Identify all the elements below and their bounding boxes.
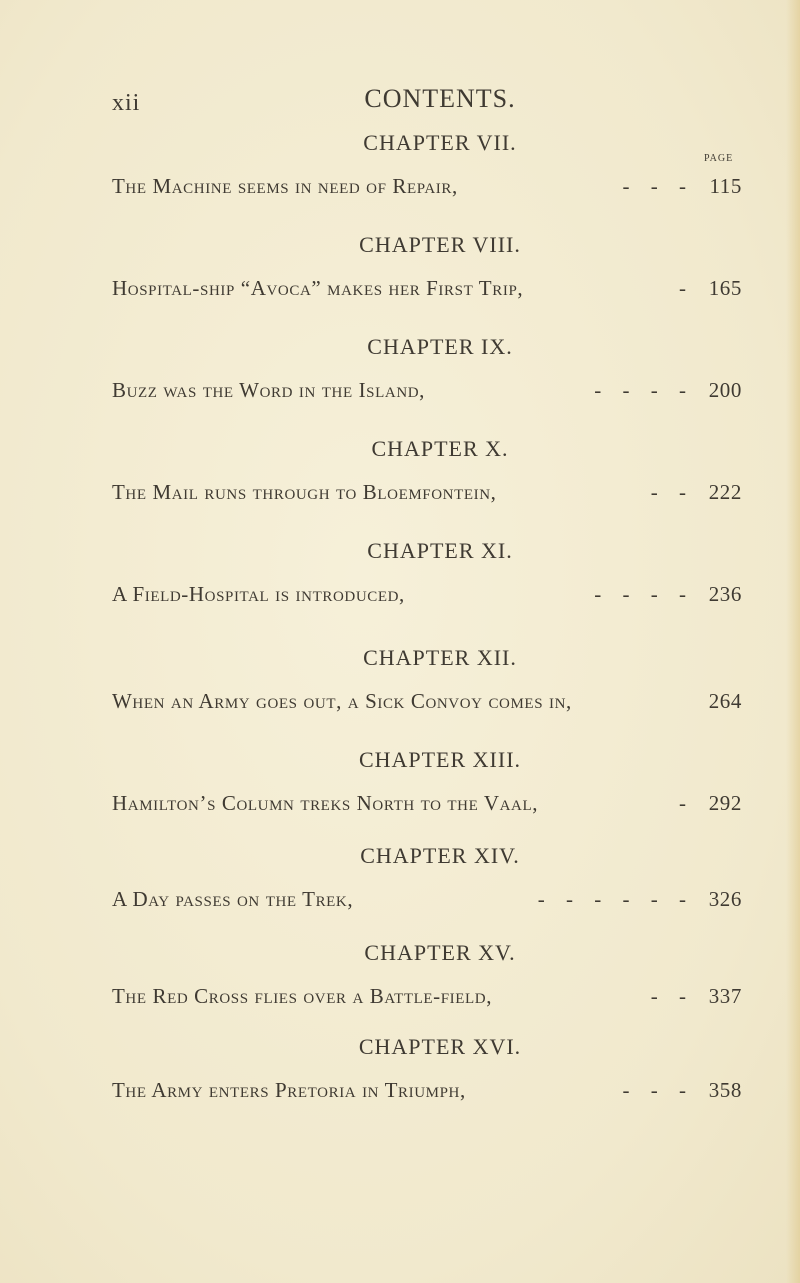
chapter-page-number: 292 xyxy=(708,791,742,815)
chapter-heading: CHAPTER X. xyxy=(371,436,509,461)
chapter-title: The Machine seems in need of Repair, xyxy=(112,174,458,198)
chapter-page-number: 222 xyxy=(708,480,742,504)
chapter-page-number: 165 xyxy=(708,276,742,300)
chapter-heading: CHAPTER VIII. xyxy=(359,232,521,257)
chapter-page-number: 264 xyxy=(708,689,742,713)
dot-leader: - xyxy=(679,276,694,300)
chapter-heading: CHAPTER IX. xyxy=(367,334,513,359)
chapter-heading: CHAPTER XII. xyxy=(363,645,517,670)
chapter-page-number: 326 xyxy=(708,887,742,911)
page-edge-shading xyxy=(786,0,800,1283)
dot-leader: - - - xyxy=(622,174,694,198)
chapter-title: Hamilton’s Column treks North to the Vaal, xyxy=(112,791,539,815)
page-number: xii xyxy=(112,90,141,116)
dot-leader: - - - xyxy=(622,1078,694,1102)
running-head: CONTENTS. xyxy=(364,84,516,113)
dot-leader: - - xyxy=(650,984,694,1008)
chapter-title: Buzz was the Word in the Island, xyxy=(112,378,426,402)
chapter-heading: CHAPTER XIII. xyxy=(358,747,522,772)
chapter-title: When an Army goes out, a Sick Convoy comes in, xyxy=(112,689,572,713)
chapter-heading: CHAPTER XI. xyxy=(367,538,513,563)
chapter-page-number: 115 xyxy=(709,174,742,198)
chapter-page-number: 337 xyxy=(708,984,742,1008)
dot-leader: - - xyxy=(650,480,694,504)
chapter-title: Hospital-ship “Avoca” makes her First Trip, xyxy=(112,276,524,300)
chapter-title: A Day passes on the Trek, xyxy=(112,887,354,911)
chapter-title: The Mail runs through to Bloemfontein, xyxy=(112,480,497,504)
dot-leader: - - - - xyxy=(594,582,694,606)
chapter-page-number: 200 xyxy=(708,378,742,402)
chapter-page-number: 358 xyxy=(708,1078,742,1102)
chapter-title: The Army enters Pretoria in Triumph, xyxy=(112,1078,466,1102)
page-header xyxy=(0,80,800,120)
dot-leader: - xyxy=(679,791,694,815)
dot-leader: - - - - xyxy=(594,378,694,402)
chapter-page-number: 236 xyxy=(708,582,742,606)
chapter-heading: CHAPTER VII. xyxy=(363,130,517,155)
chapter-heading: CHAPTER XV. xyxy=(364,940,516,965)
page-column-label: PAGE xyxy=(704,153,734,164)
chapter-title: A Field-Hospital is introduced, xyxy=(112,582,405,606)
chapter-title: The Red Cross flies over a Battle-field, xyxy=(112,984,493,1008)
chapter-heading: CHAPTER XVI. xyxy=(358,1034,522,1059)
chapter-heading: CHAPTER XIV. xyxy=(360,843,520,868)
dot-leader: - - - - - - xyxy=(537,887,694,911)
